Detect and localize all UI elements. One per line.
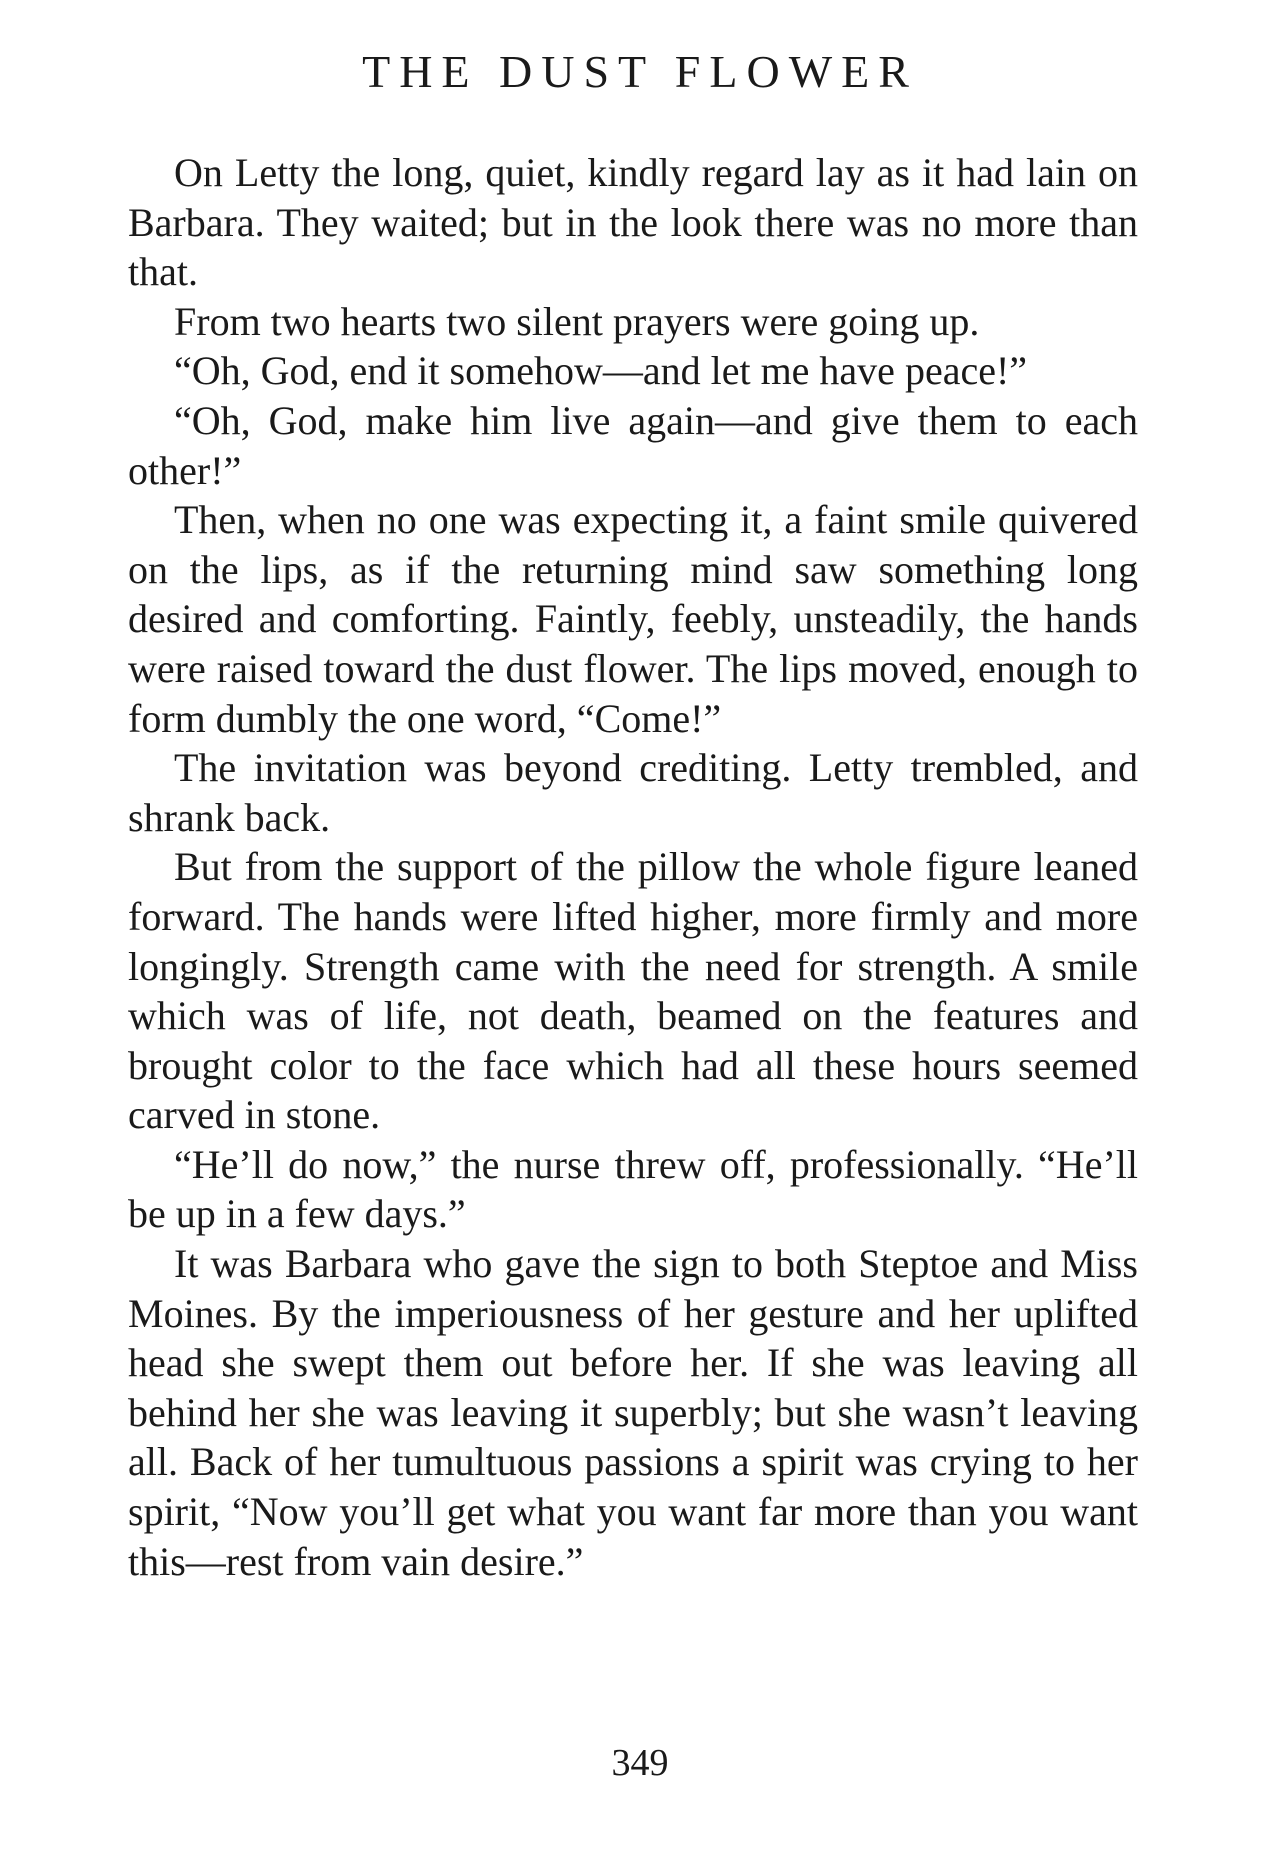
paragraph: But from the support of the pillow the whole figure leaned forward. The hands were lifted higher, more firmly and more longingly. Strength came with the need for strength. A smile which was of life, not death, beamed on the features and brought color to the face which had all these hours seemed carved in stone. — [128, 844, 1138, 1138]
running-head: THE DUST FLOWER — [362, 46, 918, 97]
paragraph: “Oh, God, end it somehow—and let me have peace!” — [174, 348, 1028, 394]
paragraph: “Oh, God, make him live again—and give them to each other!” — [128, 397, 1138, 493]
paragraph: Then, when no one was expecting it, a faint smile quivered on the lips, as if the returning mind saw something long desired and comforting. Faintly, feebly, unsteadily, the hands were raised toward the dust flower. The lips moved, enough to form dumbly the one word, “Come!” — [128, 497, 1138, 741]
body-text — [128, 148, 1138, 1586]
paragraph: “He’ll do now,” the nurse threw off, professionally. “He’ll be up in a few days.” — [128, 1141, 1138, 1237]
paragraph: The invitation was beyond crediting. Letty trembled, and shrank back. — [128, 745, 1138, 840]
paragraph: It was Barbara who gave the sign to both Steptoe and Miss Moines. By the imperiousness of her gesture and her uplifted head she swept them out before her. If she was leaving all behind her she was leaving it superbly; but she wasn’t leaving all. Back of her tumultuous passions a spirit was crying to her spirit, “Now you’ll get what you want far more than you want this—rest from vain desire.” — [128, 1241, 1138, 1584]
paragraph: From two hearts two silent prayers were going up. — [174, 298, 980, 344]
page-number: 349 — [611, 1742, 669, 1784]
paragraph: On Letty the long, quiet, kindly regard lay as it had lain on Barbara. They waited; but in the look there was no more than that. — [128, 150, 1138, 295]
